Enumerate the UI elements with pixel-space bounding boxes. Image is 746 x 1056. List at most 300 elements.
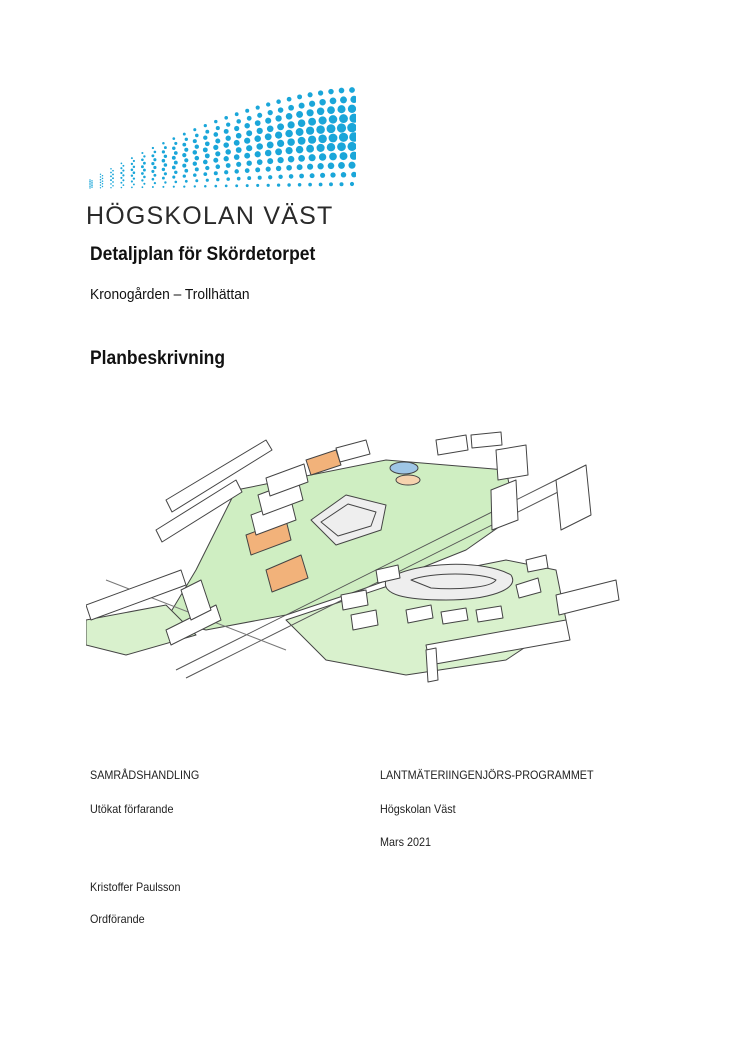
logo-dot: [237, 177, 241, 181]
logo-dot: [276, 99, 281, 104]
logo-dot: [195, 134, 199, 138]
logo-dot: [298, 183, 302, 187]
logo-dot: [337, 105, 345, 113]
logo-dot: [276, 166, 281, 171]
logo-dot: [255, 120, 261, 126]
logo-dot: [102, 175, 103, 176]
logo-wordmark: HÖGSKOLAN VÄST: [86, 202, 334, 230]
logo-dot: [257, 159, 263, 165]
logo-dot: [153, 174, 156, 177]
logo-dot: [245, 168, 250, 173]
logo-dot: [193, 162, 197, 166]
logo-dot: [182, 153, 186, 157]
logo-dot: [162, 142, 165, 145]
logo-dot: [234, 126, 239, 131]
logo-dot: [267, 141, 274, 148]
logo-dot: [174, 161, 178, 165]
logo-dot: [225, 185, 228, 188]
logo-dot: [234, 169, 238, 173]
logo-dot: [267, 184, 270, 187]
document-title: Detaljplan för Skördetorpet: [90, 244, 316, 265]
logo-dot: [195, 145, 199, 149]
logo-dot: [153, 166, 156, 169]
logo-dot: [153, 158, 156, 161]
logo-dot: [298, 137, 306, 145]
logo-dot: [329, 115, 338, 124]
logo-dot: [172, 156, 176, 160]
site-plan-sketch: [86, 420, 621, 690]
logo-dot: [224, 156, 229, 161]
logo-dot: [349, 87, 355, 93]
logo-dot: [184, 148, 188, 152]
logo-dot: [339, 114, 348, 123]
logo-dot: [339, 133, 348, 142]
logo-dot: [350, 152, 356, 160]
logo-dot: [317, 108, 324, 115]
logo-dot: [256, 106, 260, 110]
logo-dot: [143, 155, 145, 157]
logo-dot: [349, 132, 356, 142]
logo-dot: [205, 141, 210, 146]
logo-dot: [255, 151, 261, 157]
logo-dot: [203, 172, 207, 176]
logo-dot: [340, 152, 348, 160]
logo-dot: [246, 184, 249, 187]
logo-dot: [267, 126, 274, 133]
logo-dot: [195, 179, 198, 182]
logo-dot: [277, 183, 280, 186]
logo-dot: [100, 182, 102, 184]
logo-dot: [298, 119, 306, 127]
logo-dot: [183, 133, 186, 136]
logo-dot: [306, 127, 314, 135]
logo-dot: [89, 179, 90, 180]
logo-dot: [112, 181, 114, 183]
logo-dot: [278, 107, 284, 113]
logo-dot: [154, 182, 156, 184]
logo-dot: [308, 92, 313, 97]
logo-dot: [173, 186, 175, 188]
logo-dot: [100, 187, 101, 188]
logo-dot: [120, 182, 122, 184]
logo-dot: [330, 98, 337, 105]
logo-dot: [289, 174, 294, 179]
logo-dot: [287, 138, 295, 146]
logo-dot: [183, 185, 185, 187]
logo-dot: [141, 179, 143, 181]
logo-dot: [350, 182, 354, 186]
logo-dot: [120, 177, 122, 179]
logo-dot: [347, 123, 356, 133]
logo-dot: [151, 154, 154, 157]
logo-dot: [112, 170, 114, 172]
signatory-role: Ordförande: [90, 912, 145, 926]
logo-dot: [256, 143, 263, 150]
logo-dot: [164, 146, 167, 149]
logo-dot: [351, 172, 356, 178]
logo-dot: [89, 183, 90, 184]
logo-dot: [172, 146, 175, 149]
logo-dot: [277, 157, 283, 163]
logo-dot: [288, 105, 294, 111]
plaza: [396, 475, 420, 485]
logo-dot: [174, 171, 177, 174]
logo-dot: [317, 144, 325, 152]
logo-dot: [224, 170, 228, 174]
logo-dot: [154, 151, 157, 154]
logo-dot: [255, 167, 260, 172]
logo-dot: [143, 176, 146, 179]
logo-dot: [193, 139, 197, 143]
logo-dot: [287, 121, 294, 128]
logo-dot: [89, 184, 90, 185]
logo-dot: [91, 180, 92, 181]
logo-dot: [277, 140, 284, 147]
logo-dot: [162, 150, 165, 153]
logo-dot: [347, 142, 356, 151]
logo-dot: [341, 172, 346, 177]
logo-dot: [89, 187, 90, 188]
logo-dot: [110, 175, 112, 177]
logo-dot: [244, 123, 249, 128]
logo-dot: [278, 175, 282, 179]
logo-dot: [131, 174, 133, 176]
logo-dot: [224, 129, 229, 134]
logo-dot: [100, 184, 101, 185]
logo-dot: [215, 138, 220, 143]
logo-dot: [162, 159, 166, 163]
logo-dot: [246, 145, 252, 151]
logo-dot: [275, 148, 282, 155]
logo-dot: [244, 153, 250, 159]
logo-dot: [122, 165, 124, 167]
signatory-name: Kristoffer Paulsson: [90, 880, 181, 894]
logo-dot: [226, 122, 230, 126]
logo-dot: [257, 128, 263, 134]
logo-dot: [100, 174, 101, 175]
pond: [390, 462, 418, 474]
logo-dot: [120, 172, 122, 174]
logo-dot: [204, 185, 207, 188]
logo-dot: [214, 120, 217, 123]
institution-name: Högskolan Väst: [380, 802, 456, 816]
logo-dot: [318, 135, 327, 144]
logo-dot: [205, 130, 209, 134]
logo-dot: [268, 175, 272, 179]
logo-dot: [194, 185, 196, 187]
logo-dot: [174, 181, 177, 184]
logo-dot: [195, 156, 200, 161]
logo-dot: [306, 145, 314, 153]
logo-dot: [235, 112, 239, 116]
logo-dot: [328, 89, 333, 94]
logo-dot: [193, 128, 196, 131]
logo-dot: [234, 140, 240, 146]
logo-dot: [112, 173, 114, 175]
logo-dot: [184, 169, 188, 173]
logo-dot: [141, 165, 144, 168]
logo-dot: [244, 138, 250, 144]
logo-dot: [214, 185, 217, 188]
logo-dot: [110, 183, 112, 185]
logo-dot: [122, 179, 124, 181]
logo-dot: [256, 184, 259, 187]
logo-dot: [327, 124, 336, 133]
logo-dot: [164, 181, 166, 183]
logo-dot: [329, 182, 333, 186]
logo-dot: [89, 186, 90, 187]
logo-dot: [327, 143, 335, 151]
logo-dot: [286, 113, 293, 120]
logo-dot: [182, 143, 186, 147]
logo-dot: [308, 136, 316, 144]
logo-dot: [225, 149, 231, 155]
logo-dot: [131, 169, 134, 172]
logo-dot: [320, 173, 325, 178]
logo-dot: [110, 172, 112, 174]
logo-dot: [143, 169, 146, 172]
logo-dot: [172, 176, 175, 179]
logo-dot: [309, 101, 315, 107]
logo-dot: [268, 110, 273, 115]
logo-dot: [286, 147, 293, 154]
logo-dot: [337, 123, 346, 132]
logo-dot: [213, 145, 218, 150]
logo-dot: [102, 180, 104, 182]
document-date: Mars 2021: [380, 835, 432, 849]
logo-dot: [318, 90, 323, 95]
logo-dot: [131, 163, 133, 165]
logo-dot: [328, 163, 335, 170]
logo-dot: [162, 177, 165, 180]
logo-dot: [265, 133, 272, 140]
logo-dot: [234, 154, 240, 160]
logo-dot: [185, 138, 188, 141]
logo-dot: [247, 116, 252, 121]
logo-dot: [307, 164, 313, 170]
logo-dot: [235, 184, 238, 187]
logo-dot: [236, 162, 241, 167]
logo-dot: [223, 142, 229, 148]
logo-dot: [310, 173, 315, 178]
logo-dot: [213, 158, 218, 163]
logo-dot: [193, 173, 197, 177]
program-name: LANTMÄTERIINGENJÖRS-PROGRAMMET: [380, 768, 594, 782]
university-logo: [86, 84, 356, 234]
logo-dot: [121, 163, 123, 165]
logo-dot: [91, 187, 92, 188]
logo-dot: [172, 166, 176, 170]
logo-dot: [216, 126, 220, 130]
logo-dot: [141, 158, 144, 161]
logo-dot: [185, 180, 188, 183]
logo-dot: [330, 172, 335, 177]
logo-dot: [287, 97, 292, 102]
logo-dot: [266, 167, 271, 172]
logo-dot: [339, 182, 343, 186]
logo-dot: [226, 136, 231, 141]
logo-dot: [131, 157, 133, 159]
logo-dot: [348, 105, 356, 113]
logo-dot: [182, 164, 186, 168]
logo-dot: [319, 116, 327, 124]
logo-dot: [206, 179, 209, 182]
logo-dot: [266, 102, 270, 106]
logo-dot: [133, 160, 135, 162]
logo-dot: [299, 174, 304, 179]
logo-dot: [174, 151, 178, 155]
logo-dot: [275, 131, 282, 138]
logo-dot: [349, 114, 356, 123]
logo-dot: [102, 186, 103, 187]
logo-dot: [348, 162, 355, 169]
logo-dot: [152, 178, 155, 181]
logo-dot: [245, 109, 249, 113]
logo-dot: [236, 133, 242, 139]
logo-dot: [319, 99, 325, 105]
logo-dot: [317, 163, 323, 169]
logo-dot: [337, 142, 346, 151]
logo-dot: [339, 88, 345, 94]
logo-dot: [297, 164, 303, 170]
logo-dot: [319, 153, 326, 160]
logo-dot: [296, 146, 304, 154]
logo-dot: [91, 183, 92, 184]
logo-dot: [143, 183, 145, 185]
logo-dot: [277, 123, 284, 130]
logo-dot: [286, 165, 292, 171]
logo-dot: [123, 184, 125, 186]
logo-dot: [102, 183, 103, 184]
logo-dot: [195, 167, 199, 171]
logo-dot: [285, 130, 293, 138]
logo-dot: [143, 162, 146, 165]
logo-dot: [267, 158, 273, 164]
logo-dot: [102, 178, 104, 180]
logo-dot: [257, 113, 262, 118]
logo-dot: [319, 183, 323, 187]
logo-wave-dots: [86, 84, 356, 199]
logo-dot: [133, 171, 136, 174]
logo-dot: [329, 153, 337, 161]
logo-dot: [236, 119, 241, 124]
logo-dot: [172, 137, 175, 140]
logo-dot: [133, 177, 135, 179]
logo-dot: [131, 187, 133, 189]
logo-dot: [183, 174, 186, 177]
logo-dot: [205, 166, 209, 170]
logo-dot: [308, 118, 316, 126]
document-subtitle: Kronogården – Trollhättan: [90, 286, 250, 303]
logo-dot: [122, 170, 124, 172]
logo-dot: [316, 125, 325, 134]
logo-dot: [164, 155, 167, 158]
logo-dot: [246, 130, 252, 136]
logo-dot: [205, 153, 210, 158]
logo-dot: [246, 160, 251, 165]
logo-dot: [122, 174, 124, 176]
logo-dot: [174, 142, 177, 145]
logo-dot: [152, 147, 154, 149]
logo-dot: [214, 171, 218, 175]
logo-dot: [204, 124, 207, 127]
logo-dot: [152, 186, 154, 188]
logo-dot: [213, 132, 218, 137]
logo-dot: [91, 182, 92, 183]
logo-dot: [142, 186, 144, 188]
logo-dot: [100, 179, 102, 181]
consultation-stage: SAMRÅDSHANDLING: [90, 768, 200, 782]
logo-dot: [216, 178, 219, 181]
logo-dot: [226, 177, 230, 181]
logo-dot: [193, 150, 198, 155]
logo-dot: [164, 172, 167, 175]
logo-dot: [287, 183, 290, 186]
logo-dot: [236, 147, 242, 153]
document-heading: Planbeskrivning: [90, 348, 226, 369]
logo-dot: [203, 136, 207, 140]
logo-dot: [338, 162, 345, 169]
logo-dot: [110, 168, 112, 170]
logo-dot: [307, 109, 314, 116]
logo-dot: [110, 179, 112, 181]
logo-dot: [298, 155, 305, 162]
logo-dot: [100, 176, 101, 177]
logo-dot: [327, 106, 335, 114]
logo-dot: [254, 135, 261, 142]
logo-dot: [110, 187, 111, 188]
logo-dot: [151, 162, 154, 165]
logo-dot: [247, 176, 251, 180]
logo-dot: [224, 116, 228, 120]
logo-dot: [296, 111, 303, 118]
logo-dot: [265, 150, 272, 157]
logo-dot: [329, 134, 338, 143]
logo-dot: [203, 147, 208, 152]
logo-dot: [308, 183, 312, 187]
logo-dot: [112, 185, 114, 187]
logo-dot: [112, 177, 114, 179]
logo-dot: [258, 176, 262, 180]
logo-dot: [133, 183, 135, 185]
logo-dot: [350, 96, 356, 103]
logo-dot: [203, 160, 208, 165]
logo-dot: [265, 118, 271, 124]
logo-dot: [288, 156, 295, 163]
logo-dot: [141, 172, 144, 175]
logo-dot: [164, 163, 168, 167]
logo-dot: [151, 170, 154, 173]
logo-dot: [91, 185, 92, 186]
logo-dot: [120, 167, 122, 169]
logo-dot: [296, 128, 304, 136]
procedure-type: Utökat förfarande: [90, 802, 174, 816]
logo-dot: [184, 158, 188, 162]
logo-dot: [89, 181, 90, 182]
logo-dot: [275, 115, 281, 121]
logo-dot: [162, 168, 165, 171]
logo-dot: [309, 154, 316, 161]
logo-dot: [162, 186, 164, 188]
logo-dot: [215, 151, 220, 156]
logo-dot: [226, 163, 231, 168]
logo-dot: [141, 152, 143, 154]
logo-dot: [216, 164, 221, 169]
logo-dot: [131, 180, 133, 182]
logo-dot: [133, 166, 135, 168]
logo-dot: [340, 96, 347, 103]
logo-dot: [299, 103, 305, 109]
